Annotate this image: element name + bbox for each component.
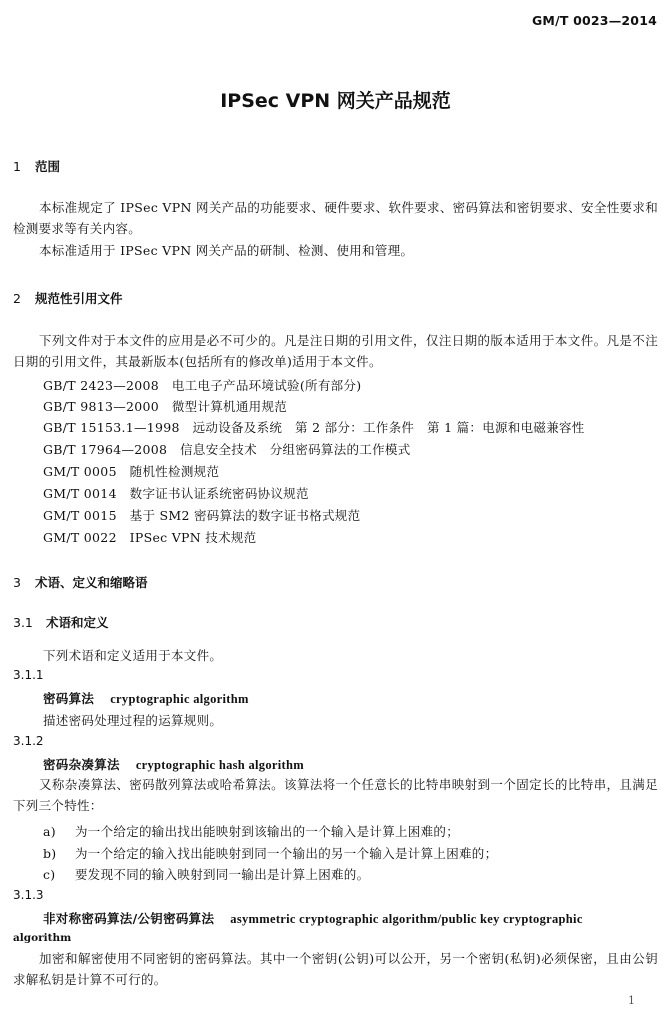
term-en: asymmetric cryptographic algorithm/public key cryptographic	[230, 912, 583, 926]
section-number: 2	[13, 291, 21, 306]
section-title: 规范性引用文件	[35, 291, 123, 306]
reference-item	[43, 462, 219, 480]
reference-code: GM/T 0005	[43, 464, 117, 479]
term-title	[43, 909, 583, 927]
list-item	[43, 844, 497, 862]
term-number: 3.1.1	[13, 668, 44, 682]
reference-item	[43, 376, 361, 394]
reference-code: GB/T 15153.1—1998	[43, 420, 180, 435]
page-title: IPSec VPN 网关产品规范	[220, 90, 451, 112]
reference-name: 基于 SM2 密码算法的数字证书格式规范	[129, 508, 361, 523]
section-title: 术语、定义和缩略语	[35, 575, 148, 590]
reference-item	[43, 397, 287, 415]
term-en: cryptographic algorithm	[110, 692, 249, 706]
section-number: 1	[13, 159, 21, 174]
subsection-title: 术语和定义	[46, 615, 109, 630]
reference-name: 信息安全技术 分组密码算法的工作模式	[180, 442, 411, 457]
section-number: 3	[13, 575, 21, 590]
page-number: 1	[628, 994, 635, 1007]
term-definition: 加密和解密使用不同密钥的密码算法。其中一个密钥(公钥)可以公开，另一个密钥(私钥)必须保密，且由公钥求解私钥是计算不可行的。	[13, 951, 658, 987]
references-intro: 下列文件对于本文件的应用是必不可少的。凡是注日期的引用文件，仅注日期的版本适用于本文件。凡是不注日期的引用文件，其最新版本(包括所有的修改单)适用于本文件。	[13, 333, 658, 369]
term-en: cryptographic hash algorithm	[135, 758, 304, 772]
reference-name: 随机性检测规范	[129, 464, 220, 479]
reference-name: 数字证书认证系统密码协议规范	[129, 486, 309, 501]
section-title: 范围	[35, 159, 61, 174]
reference-code: GB/T 17964—2008	[43, 442, 168, 457]
list-item-text: 为一个给定的输出找出能映射到该输出的一个输入是计算上困难的；	[75, 824, 460, 839]
term-title	[43, 755, 304, 773]
section-3-heading	[13, 573, 148, 591]
reference-code: GM/T 0015	[43, 508, 117, 523]
subsection-number: 3.1	[13, 615, 33, 630]
reference-item	[43, 528, 256, 546]
term-zh: 密码杂凑算法	[43, 757, 120, 772]
list-item	[43, 865, 369, 883]
list-item-text: 要发现不同的输入映射到同一输出是计算上困难的。	[75, 867, 370, 882]
list-item-label: a)	[43, 824, 56, 839]
reference-item	[43, 484, 309, 502]
subsection-3-1-heading	[13, 613, 109, 631]
reference-code: GB/T 2423—2008	[43, 378, 160, 393]
section-2-heading	[13, 289, 123, 307]
list-item	[43, 822, 459, 840]
section-1-heading	[13, 157, 60, 175]
term-zh: 密码算法	[43, 691, 95, 706]
scope-paragraph-1: 本标准规定了 IPSec VPN 网关产品的功能要求、硬件要求、软件要求、密码算法和密钥要求、安全性要求和检测要求等有关内容。	[13, 200, 658, 236]
list-item-label: c)	[43, 867, 56, 882]
terms-intro: 下列术语和定义适用于本文件。	[43, 648, 223, 663]
reference-name: IPSec VPN 技术规范	[129, 530, 257, 545]
reference-item	[43, 506, 360, 524]
term-definition: 又称杂凑算法、密码散列算法或哈希算法。该算法将一个任意长的比特串映射到一个固定长的比特串，且满足下列三个特性：	[13, 777, 658, 813]
list-item-text: 为一个给定的输入找出能映射到同一个输出的另一个输入是计算上困难的；	[75, 846, 498, 861]
term-number: 3.1.2	[13, 734, 44, 748]
term-en-wrap: algorithm	[13, 932, 72, 944]
reference-code: GM/T 0014	[43, 486, 117, 501]
reference-name: 微型计算机通用规范	[171, 399, 288, 414]
term-zh: 非对称密码算法/公钥密码算法	[43, 911, 215, 926]
reference-name: 电工电子产品环境试验(所有部分)	[171, 378, 362, 393]
list-item-label: b)	[43, 846, 57, 861]
standard-number: GM/T 0023—2014	[531, 13, 657, 28]
term-definition: 描述密码处理过程的运算规则。	[43, 713, 223, 728]
scope-paragraph-2: 本标准适用于 IPSec VPN 网关产品的研制、检测、使用和管理。	[39, 243, 414, 258]
reference-code: GB/T 9813—2000	[43, 399, 160, 414]
reference-item	[43, 440, 411, 458]
term-title	[43, 689, 249, 707]
reference-item	[43, 418, 585, 436]
term-number: 3.1.3	[13, 888, 44, 902]
reference-name: 远动设备及系统 第 2 部分：工作条件 第 1 篇：电源和电磁兼容性	[192, 420, 585, 435]
reference-code: GM/T 0022	[43, 530, 117, 545]
